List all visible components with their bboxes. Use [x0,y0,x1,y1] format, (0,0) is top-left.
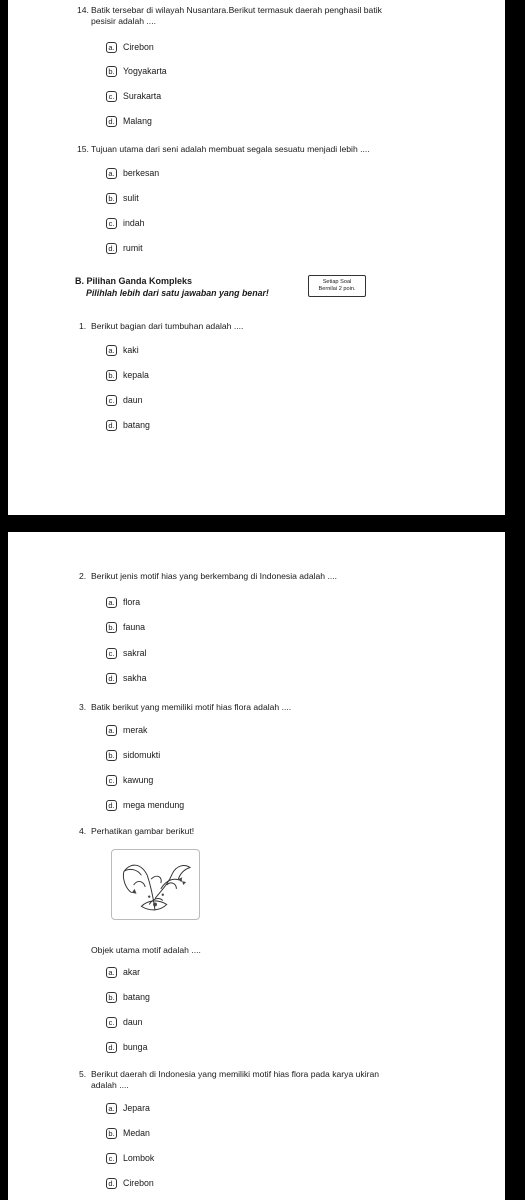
question-b4 [79,826,459,837]
section-title: B. Pilihan Ganda Kompleks [75,276,193,286]
option-15-c[interactable] [106,217,145,229]
question-b4-followup [91,945,459,956]
question-text-cont: adalah .... [91,1079,129,1090]
option-b3-c[interactable] [106,774,153,786]
option-14-d[interactable] [106,115,152,127]
option-b5-b[interactable] [106,1127,150,1139]
option-letter: d. [106,673,117,684]
option-letter: d. [106,1178,117,1189]
option-text: kaki [123,345,139,355]
option-letter: c. [106,1153,117,1164]
option-text: batang [123,420,150,430]
question-text: Berikut bagian dari tumbuhan adalah .... [91,321,244,331]
option-letter: c. [106,648,117,659]
option-b4-d[interactable] [106,1041,147,1053]
option-text: Lombok [123,1153,155,1163]
option-b1-b[interactable] [106,369,149,381]
option-letter: a. [106,42,117,53]
option-letter: a. [106,345,117,356]
option-b4-c[interactable] [106,1016,143,1028]
worksheet-page-2 [8,532,505,1200]
question-text: Perhatikan gambar berikut! [91,826,195,836]
option-text: Yogyakarta [123,66,167,76]
option-text: daun [123,1017,143,1027]
question-text: Berikut daerah di Indonesia yang memiliki motif hias flora pada karya ukiran [91,1069,380,1079]
option-text: rumit [123,243,143,253]
option-b5-d[interactable] [106,1177,154,1189]
question-14 [77,5,459,26]
option-letter: b. [106,1128,117,1139]
option-text: fauna [123,622,146,632]
question-15 [77,144,459,155]
question-b1 [79,321,459,332]
option-b4-b[interactable] [106,991,150,1003]
option-text: Cirebon [123,1178,154,1188]
option-text: Surakarta [123,91,162,101]
option-letter: c. [106,218,117,229]
option-text: indah [123,218,145,228]
option-15-d[interactable] [106,242,143,254]
option-15-a[interactable] [106,167,159,179]
option-b3-b[interactable] [106,749,160,761]
option-b2-a[interactable] [106,596,140,608]
option-letter: b. [106,750,117,761]
option-text: mega mendung [123,800,185,810]
option-text: Jepara [123,1103,150,1113]
option-letter: b. [106,193,117,204]
option-b5-a[interactable] [106,1102,150,1114]
option-text: merak [123,725,148,735]
option-letter: d. [106,243,117,254]
flower-motif-icon [112,850,199,919]
option-text: Medan [123,1128,150,1138]
question-text: Batik tersebar di wilayah Nusantara.Berikut termasuk daerah penghasil batik [91,5,382,15]
option-letter: a. [106,597,117,608]
option-letter: b. [106,622,117,633]
option-b4-a[interactable] [106,966,140,978]
option-letter: a. [106,725,117,736]
option-b2-d[interactable] [106,672,146,684]
option-text: batang [123,992,150,1002]
option-text: berkesan [123,168,160,178]
question-b5 [79,1069,459,1090]
option-14-a[interactable] [106,41,154,53]
question-number: 15. [77,144,89,154]
option-letter: b. [106,370,117,381]
option-letter: a. [106,967,117,978]
option-text: kawung [123,775,154,785]
option-letter: a. [106,168,117,179]
option-text: akar [123,967,141,977]
option-b5-c[interactable] [106,1152,154,1164]
question-b3 [79,702,459,713]
question-number: 1. [79,321,87,331]
option-letter: c. [106,395,117,406]
option-b2-c[interactable] [106,647,146,659]
option-letter: c. [106,91,117,102]
option-text: Cirebon [123,42,154,52]
option-letter: a. [106,1103,117,1114]
option-14-b[interactable] [106,65,167,77]
option-b1-a[interactable] [106,344,139,356]
option-b1-c[interactable] [106,394,143,406]
option-letter: b. [106,66,117,77]
option-letter: d. [106,116,117,127]
flora-motif-image [111,849,200,920]
question-b2 [79,571,459,582]
option-b1-d[interactable] [106,419,150,431]
score-line-1: Setiap Soal [322,279,352,285]
option-letter: b. [106,992,117,1003]
option-letter: c. [106,775,117,786]
option-letter: d. [106,420,117,431]
option-b3-a[interactable] [106,724,147,736]
question-number: 4. [79,826,87,836]
option-text: kepala [123,370,149,380]
option-text: sakha [123,673,147,683]
option-letter: c. [106,1017,117,1028]
question-text: Berikut jenis motif hias yang berkembang di Indonesia adalah .... [91,571,338,581]
option-letter: d. [106,800,117,811]
option-text: sulit [123,193,139,203]
question-text: Tujuan utama dari seni adalah membuat segala sesuatu menjadi lebih .... [91,144,370,154]
option-letter: d. [106,1042,117,1053]
question-text-cont: pesisir adalah .... [91,15,156,26]
option-text: Malang [123,116,152,126]
question-number: 14. [77,5,89,15]
question-number: 2. [79,571,87,581]
option-14-c[interactable] [106,90,161,102]
question-text: Batik berikut yang memiliki motif hias flora adalah .... [91,702,292,712]
worksheet-page-1 [8,0,505,515]
option-15-b[interactable] [106,192,139,204]
option-text: bunga [123,1042,148,1052]
option-b3-d[interactable] [106,799,184,811]
score-line-2: Bernilai 2 poin. [318,286,356,292]
option-text: daun [123,395,143,405]
score-info-box [308,275,366,297]
option-text: sidomukti [123,750,161,760]
question-number: 5. [79,1069,87,1079]
option-text: flora [123,597,141,607]
option-text: sakral [123,648,147,658]
question-followup-text: Objek utama motif adalah .... [91,945,201,955]
question-number: 3. [79,702,87,712]
option-b2-b[interactable] [106,621,145,633]
section-instruction: Pilihlah lebih dari satu jawaban yang benar! [86,288,269,298]
